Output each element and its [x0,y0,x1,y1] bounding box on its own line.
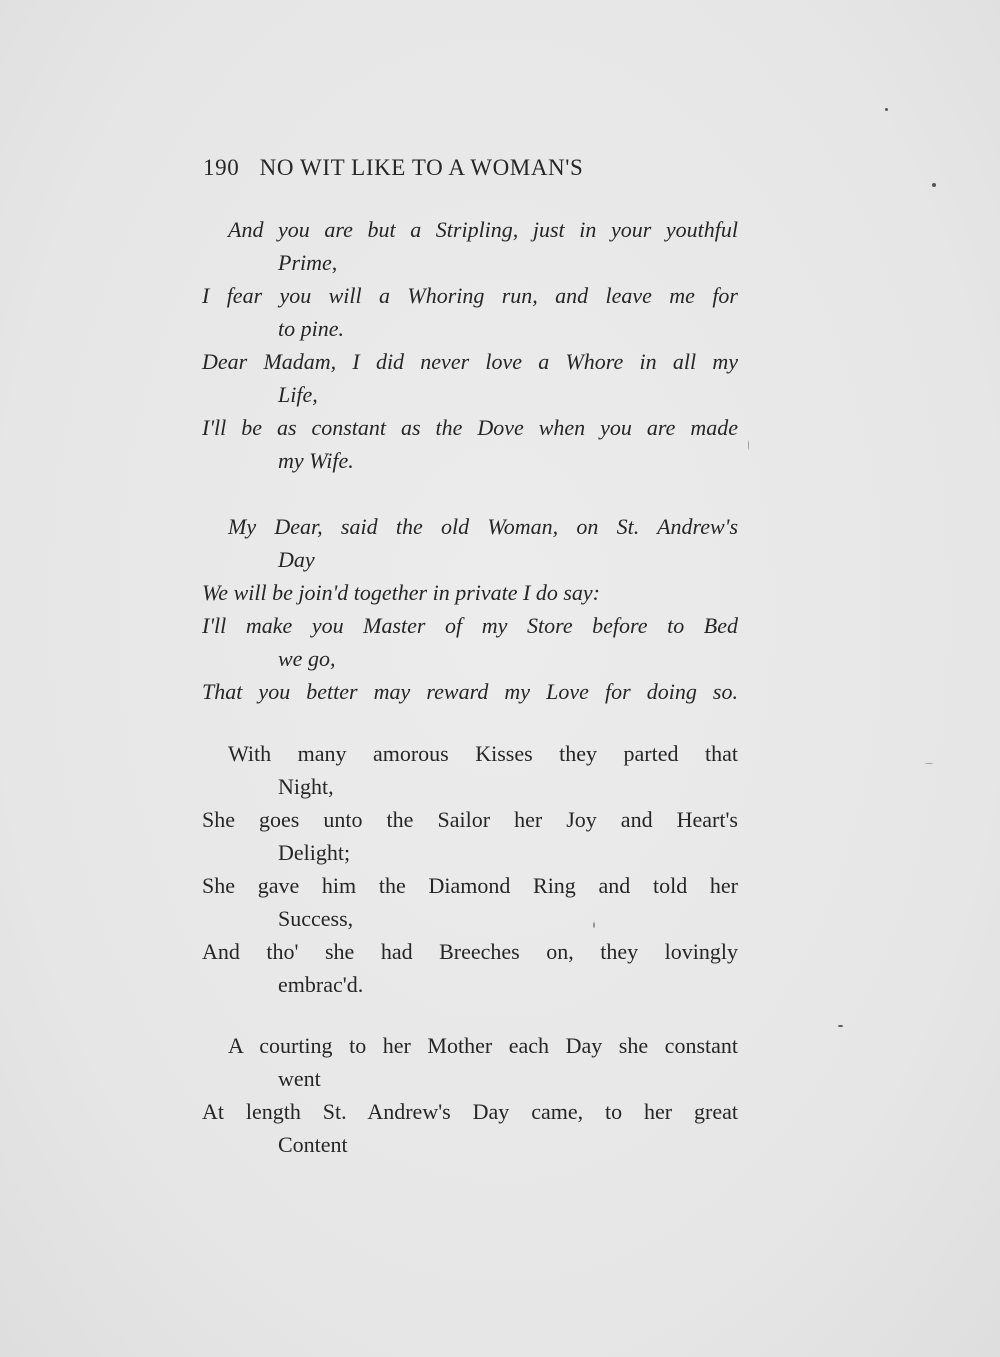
verse-line: That you better may reward my Love for doing so. [202,679,738,704]
verse-line: My Dear, said the old Woman, on St. Andrew's [228,514,738,539]
verse-line-continuation: embrac'd. [278,972,364,997]
verse-line: And you are but a Stripling, just in your youthful [228,217,738,242]
stanza-4 [202,1029,738,1161]
verse-line: I fear you will a Whoring run, and leave me for [202,283,738,308]
verse-line-continuation: Delight; [278,840,351,865]
verse-line: At length St. Andrew's Day came, to her great [202,1099,738,1124]
paper-speck [925,763,933,764]
verse-line-continuation: Life, [278,382,318,407]
paper-speck [932,183,936,187]
verse-line-continuation: went [278,1066,321,1091]
verse-line-continuation: to pine. [278,316,344,341]
verse-line: We will be join'd together in private I do say: [202,580,600,605]
verse-line: She goes unto the Sailor her Joy and Heart's [202,807,738,832]
paper-speck [748,440,749,450]
page-number: 190 [203,155,240,180]
verse-line: A courting to her Mother each Day she constant [228,1033,738,1058]
paper-speck [593,922,595,928]
verse-line-continuation: Success, [278,906,354,931]
verse-line: I'll be as constant as the Dove when you are made [202,415,738,440]
paper-speck [885,108,888,111]
verse-line-continuation: Night, [278,774,334,799]
verse-line-continuation: we go, [278,646,336,671]
verse-line: And tho' she had Breeches on, they lovingly [202,939,738,964]
verse-line-continuation: Content [278,1132,348,1157]
running-title: NO WIT LIKE TO A WOMAN'S [259,155,584,180]
verse-line: With many amorous Kisses they parted that [228,741,738,766]
stanza-2 [202,510,738,708]
stanza-1 [202,213,738,477]
verse-line-continuation: Prime, [278,250,338,275]
verse-line: I'll make you Master of my Store before to Bed [202,613,738,638]
verse-line-continuation: my Wife. [278,448,354,473]
page-header [203,155,743,181]
paper-speck [838,1025,843,1027]
verse-line: Dear Madam, I did never love a Whore in all my [202,349,738,374]
stanza-3 [202,737,738,1001]
verse-line: She gave him the Diamond Ring and told her [202,873,738,898]
verse-line-continuation: Day [278,547,315,572]
